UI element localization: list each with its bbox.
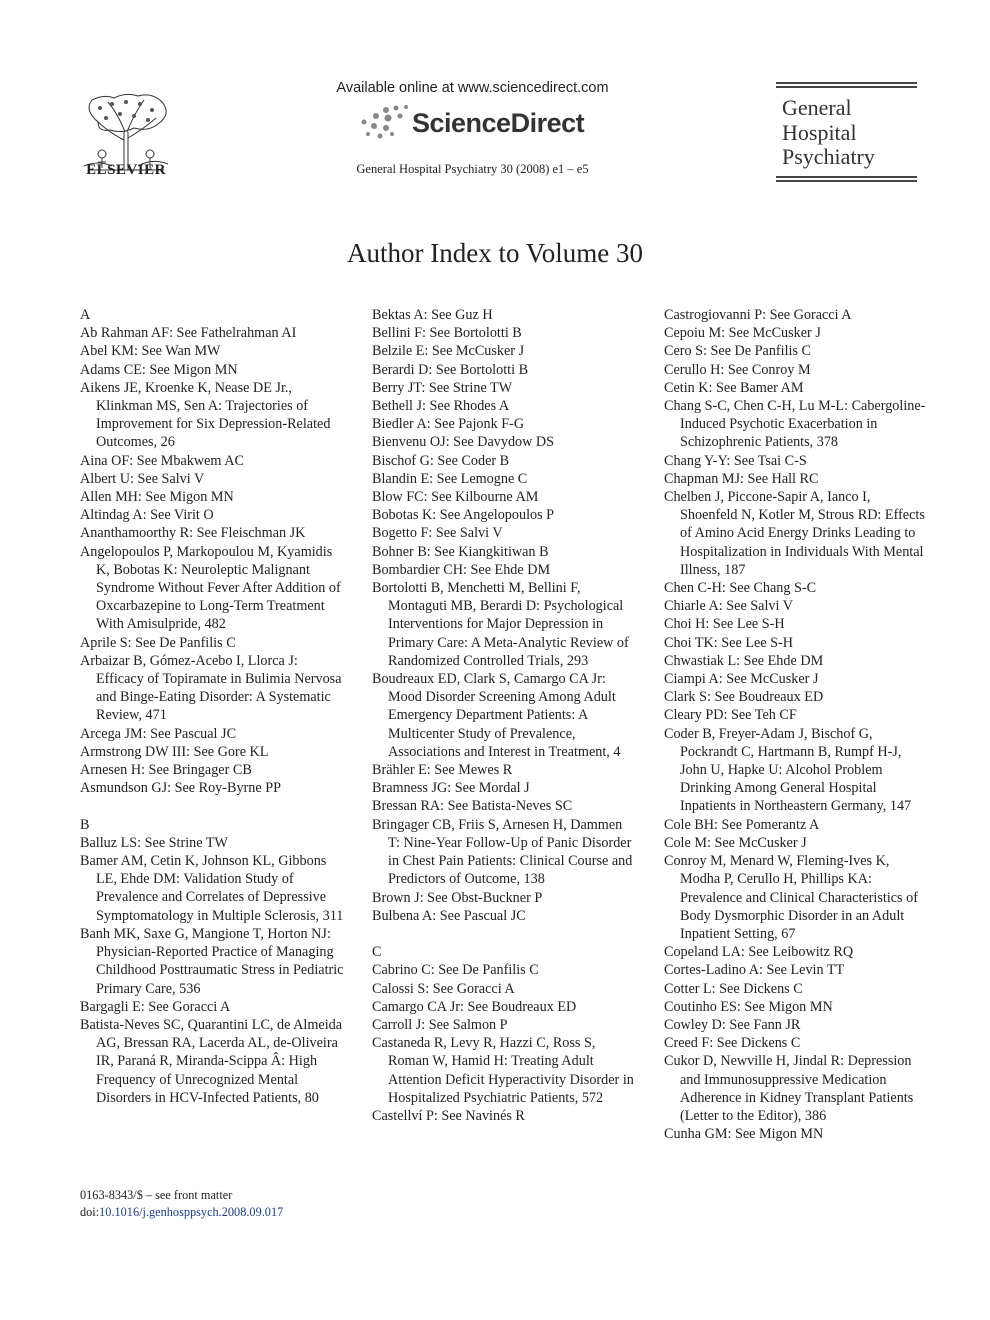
doi-prefix: doi: bbox=[80, 1205, 100, 1219]
index-entry: Coutinho ES: See Migon MN bbox=[664, 998, 833, 1015]
index-entry: Aprile S: See De Panfilis C bbox=[80, 634, 236, 651]
index-entry: Cleary PD: See Teh CF bbox=[664, 707, 797, 724]
journal-rule-bottom bbox=[776, 176, 917, 178]
index-entry: Cunha GM: See Migon MN bbox=[664, 1126, 824, 1143]
index-entry: Chapman MJ: See Hall RC bbox=[664, 470, 819, 487]
index-entry: Conroy M, Menard W, Fleming-Ives K, Modha P, Cerullo H, Phillips KA: Prevalence and Clinical Characteristics of Body Dysmorphic Disorder in an Adult Inpatient Setting, 67 bbox=[664, 853, 918, 942]
index-entry: Castaneda R, Levy R, Hazzi C, Ross S, Roman W, Hamid H: Treating Adult Attention Deficit Hyperactivity Disorder in Hospitalized Psychiatric Patients, 572 bbox=[372, 1035, 634, 1106]
index-entry: Arbaizar B, Gómez-Acebo I, Llorca J: Efficacy of Topiramate in Bulimia Nervosa and Binge-Eating Disorder: A Systematic Review, 471 bbox=[80, 652, 342, 724]
sciencedirect-logo bbox=[300, 102, 645, 148]
index-entry: Angelopoulos P, Markopoulou M, Kyamidis K, Bobotas K: Neuroleptic Malignant Syndrome Without Fever After Addition of Oxcarbazepine to Long-Term Treatment With Amisulpride, 482 bbox=[80, 543, 341, 633]
index-entry: Abel KM: See Wan MW bbox=[80, 343, 221, 360]
journal-rule-bottom-2 bbox=[776, 180, 917, 182]
index-entry: Bogetto F: See Salvi V bbox=[372, 525, 503, 542]
index-entry: Bramness JG: See Mordal J bbox=[372, 780, 530, 797]
section-gap bbox=[80, 797, 344, 815]
index-entry: Bethell J: See Rhodes A bbox=[372, 398, 510, 415]
index-entry: Ananthamoorthy R: See Fleischman JK bbox=[80, 525, 306, 542]
index-entry: Copeland LA: See Leibowitz RQ bbox=[664, 944, 854, 961]
index-entry: Albert U: See Salvi V bbox=[80, 470, 205, 487]
index-entry: Bobotas K: See Angelopoulos P bbox=[372, 507, 555, 524]
index-entry: Cole M: See McCusker J bbox=[664, 834, 807, 851]
index-column-1 bbox=[80, 306, 344, 1107]
index-entry: Boudreaux ED, Clark S, Camargo CA Jr: Mood Disorder Screening Among Adult Emergency Department Patients: A Multicenter Study of Prevalence, Associations and Interest in Treatment, 4 bbox=[372, 671, 621, 760]
index-entry: Chen C-H: See Chang S-C bbox=[664, 580, 817, 597]
page-footer bbox=[80, 1187, 283, 1221]
index-entry: Camargo CA Jr: See Boudreaux ED bbox=[372, 998, 577, 1015]
sciencedirect-wordmark: ScienceDirect bbox=[412, 108, 585, 138]
index-entry: Asmundson GJ: See Roy-Byrne PP bbox=[80, 780, 282, 797]
index-entry: Ciampi A: See McCusker J bbox=[664, 671, 819, 688]
index-entry: Aikens JE, Kroenke K, Nease DE Jr., Klinkman MS, Sen A: Trajectories of Improvement for Six Depression-Related Outcomes, 26 bbox=[80, 379, 331, 451]
index-entry: Cerullo H: See Conroy M bbox=[664, 361, 811, 378]
index-entry: Chang S-C, Chen C-H, Lu M-L: Cabergoline-Induced Psychotic Exacerbation in Schizophrenic Patients, 378 bbox=[664, 398, 926, 451]
index-entry: Altindag A: See Virit O bbox=[80, 507, 214, 524]
index-entry: Armstrong DW III: See Gore KL bbox=[80, 743, 269, 760]
index-entry: Blow FC: See Kilbourne AM bbox=[372, 489, 539, 506]
section-letter-heading: C bbox=[372, 944, 382, 961]
index-entry: Berry JT: See Strine TW bbox=[372, 379, 513, 396]
journal-title bbox=[776, 90, 917, 176]
index-entry: Blandin E: See Lemogne C bbox=[372, 470, 528, 487]
doi-line bbox=[80, 1204, 283, 1221]
index-entry: Choi TK: See Lee S-H bbox=[664, 634, 793, 651]
index-entry: Creed F: See Dickens C bbox=[664, 1035, 801, 1052]
journal-title-line: Psychiatry bbox=[782, 144, 875, 169]
index-entry: Aina OF: See Mbakwem AC bbox=[80, 452, 244, 469]
index-entry: Clark S: See Boudreaux ED bbox=[664, 689, 824, 706]
index-entry: Allen MH: See Migon MN bbox=[80, 489, 234, 506]
page-header bbox=[0, 0, 990, 230]
journal-title-line: Hospital bbox=[782, 119, 857, 145]
section-gap bbox=[372, 925, 636, 943]
index-entry: Belzile E: See McCusker J bbox=[372, 343, 525, 360]
index-entry: Bulbena A: See Pascual JC bbox=[372, 907, 526, 924]
elsevier-wordmark: ELSEVIER bbox=[86, 162, 166, 178]
index-entry: Brown J: See Obst-Buckner P bbox=[372, 889, 543, 906]
index-entry: Bischof G: See Coder B bbox=[372, 452, 510, 469]
sciencedirect-dots-icon bbox=[356, 104, 416, 144]
page-title: Author Index to Volume 30 bbox=[347, 238, 643, 268]
index-entry: Chiarle A: See Salvi V bbox=[664, 598, 793, 615]
section-letter-heading: B bbox=[80, 816, 90, 833]
index-entry: Castrogiovanni P: See Goracci A bbox=[664, 307, 852, 323]
index-entry: Berardi D: See Bortolotti B bbox=[372, 361, 529, 378]
index-entry: Bargagli E: See Goracci A bbox=[80, 998, 231, 1015]
index-entry: Arcega JM: See Pascual JC bbox=[80, 725, 237, 742]
journal-title-block bbox=[776, 82, 917, 184]
index-entry: Bellini F: See Bortolotti B bbox=[372, 325, 522, 342]
index-entry: Adams CE: See Migon MN bbox=[80, 361, 238, 378]
index-entry: Bringager CB, Friis S, Arnesen H, Dammen T: Nine-Year Follow-Up of Panic Disorder in Chest Pain Patients: Clinical Course and Predictors of Outcome, 138 bbox=[372, 816, 633, 888]
index-entry: Cabrino C: See De Panfilis C bbox=[372, 962, 539, 979]
center-header bbox=[300, 80, 645, 177]
index-entry: Cukor D, Newville H, Jindal R: Depression and Immunosuppressive Medication Adherence in Kidney Transplant Patients (Letter to the Editor), 386 bbox=[664, 1053, 914, 1124]
index-entry: Bortolotti B, Menchetti M, Bellini F, Montaguti MB, Berardi D: Psychological Interventions for Major Depression in Primary Care: A Meta-Analytic Review of Randomized Controlled Trials, 293 bbox=[372, 580, 629, 669]
index-column-2 bbox=[372, 306, 636, 1125]
index-entry: Bektas A: See Guz H bbox=[372, 307, 493, 323]
index-column-3 bbox=[664, 306, 928, 1143]
index-entry: Cortes-Ladino A: See Levin TT bbox=[664, 962, 845, 979]
journal-rule-top-2 bbox=[776, 86, 917, 88]
index-entry: Castellví P: See Navinés R bbox=[372, 1107, 525, 1124]
journal-citation: General Hospital Psychiatry 30 (2008) e1 – e5 bbox=[356, 162, 589, 176]
index-entry: Cepoiu M: See McCusker J bbox=[664, 325, 821, 342]
index-entry: Bienvenu OJ: See Davydow DS bbox=[372, 434, 555, 451]
section-letter-heading: A bbox=[80, 307, 91, 323]
index-entry: Bombardier CH: See Ehde DM bbox=[372, 561, 551, 578]
index-entry: Bamer AM, Cetin K, Johnson KL, Gibbons LE, Ehde DM: Validation Study of Prevalence and Correlates of Depressive Symptomatology in Multiple Sclerosis, 311 bbox=[80, 853, 344, 924]
doi-link[interactable]: 10.1016/j.genhosppsych.2008.09.017 bbox=[99, 1205, 284, 1219]
index-entry: Ab Rahman AF: See Fathelrahman AI bbox=[80, 325, 297, 342]
index-entry: Chelben J, Piccone-Sapir A, Ianco I, Shoenfeld N, Kotler M, Strous RD: Effects of Amino Acid Energy Drinks Leading to Hospitalization in Individuals With Mental Illness, 187 bbox=[664, 489, 925, 578]
index-entry: Chwastiak L: See Ehde DM bbox=[664, 652, 824, 669]
index-entry: Carroll J: See Salmon P bbox=[372, 1016, 508, 1033]
index-entry: Biedler A: See Pajonk F-G bbox=[372, 416, 525, 433]
available-online-text: Available online at www.sciencedirect.com bbox=[336, 80, 609, 96]
index-entry: Coder B, Freyer-Adam J, Bischof G, Pockrandt C, Hartmann B, Rumpf H-J, John U, Hapke U: Alcohol Problem Drinking Among General Hospital Inpatients in Northeastern Germany, 147 bbox=[664, 725, 912, 815]
index-entry: Banh MK, Saxe G, Mangione T, Horton NJ: Physician-Reported Practice of Managing Childhood Posttraumatic Stress in Pediatric Primary Care, 536 bbox=[80, 925, 344, 997]
index-entry: Chang Y-Y: See Tsai C-S bbox=[664, 452, 807, 469]
index-entry: Arnesen H: See Bringager CB bbox=[80, 762, 252, 779]
index-entry: Bressan RA: See Batista-Neves SC bbox=[372, 798, 573, 815]
index-entry: Bohner B: See Kiangkitiwan B bbox=[372, 543, 549, 560]
index-entry: Batista-Neves SC, Quarantini LC, de Almeida AG, Bressan RA, Lacerda AL, de-Oliveira IR, Paraná R, Miranda-Scippa Â: High Frequency of Unrecognized Mental Disorders in HCV-Infected Patients, 80 bbox=[80, 1016, 343, 1106]
index-entry: Balluz LS: See Strine TW bbox=[80, 834, 228, 851]
index-entry: Cetin K: See Bamer AM bbox=[664, 379, 804, 396]
index-entry: Cole BH: See Pomerantz A bbox=[664, 816, 820, 833]
index-entry: Cotter L: See Dickens C bbox=[664, 980, 803, 997]
index-entry: Brähler E: See Mewes R bbox=[372, 762, 513, 779]
index-entry: Cowley D: See Fann JR bbox=[664, 1016, 801, 1033]
journal-title-line: General bbox=[782, 95, 852, 120]
index-entry: Cero S: See De Panfilis C bbox=[664, 343, 811, 360]
index-entry: Calossi S: See Goracci A bbox=[372, 980, 515, 997]
issn-line: 0163-8343/$ – see front matter bbox=[80, 1188, 233, 1202]
index-entry: Choi H: See Lee S-H bbox=[664, 616, 785, 633]
journal-rule-top bbox=[776, 82, 917, 84]
